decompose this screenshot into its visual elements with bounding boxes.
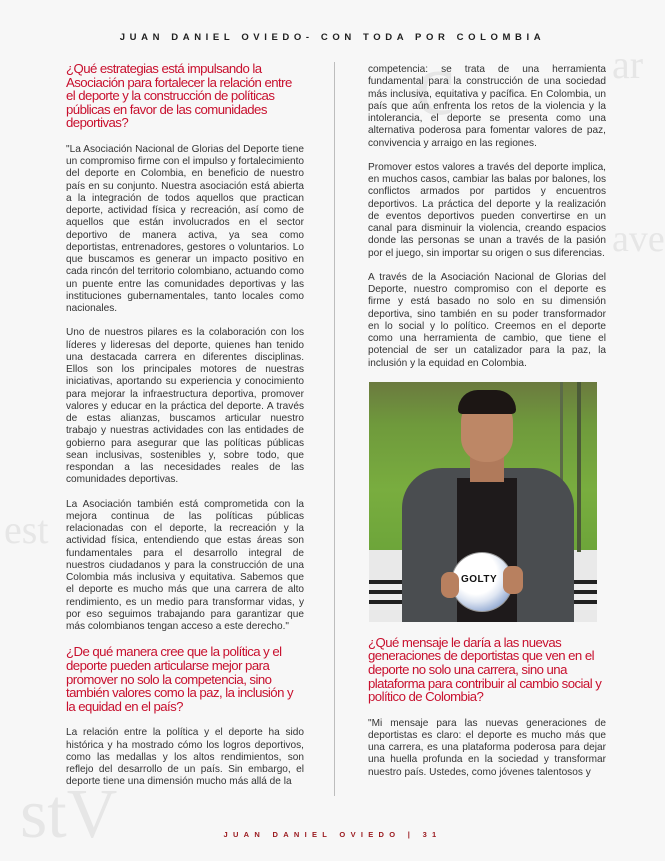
left-hand <box>441 572 459 598</box>
right-column <box>368 62 606 791</box>
answer-paragraph: Promover estos valores a través del deporte implica, en muchos casos, cambiar las balas por balones, los conflictos armados por partidos y encuentros deportivos. La práctica del deporte y la realización de eventos deportivos pueden convertirse en un canal para disminuir la violencia, creando espacios donde las personas se unan a través de la pasión por el juego, sin importar su origen o sus diferencias. <box>368 161 606 259</box>
answer-paragraph: La Asociación también está comprometida con la mejora continua de las políticas públicas relacionadas con el deporte, la recreación y la actividad física, entendiendo que estas áreas son fundamentales para el desarrollo integral de nuestros ciudadanos y para la construcción de una Colombia más inclusiva y equitativa. Sabemos que el deporte es mucho más que una carrera de alto rendimiento, es un medio para transformar vidas, y por eso seguimos trabajando para garantizar que más colombianos tengan acceso a este derecho." <box>66 498 304 633</box>
ball-brand-label: GOLTY <box>461 573 498 585</box>
running-header: JUAN DANIEL OVIEDO- CON TODA POR COLOMBIA <box>119 32 546 43</box>
right-hand <box>503 566 523 594</box>
fence-post <box>577 382 581 552</box>
background-watermark: ave <box>612 218 665 260</box>
hair <box>458 390 516 414</box>
column-divider <box>334 62 335 796</box>
question-heading: ¿Qué mensaje le daría a las nuevas generaciones de deportistas que ven en el deporte no solo una carrera, sino una plataforma para contribuir al cambio social y político de Colombia? <box>368 634 602 705</box>
portrait-photo <box>369 382 597 622</box>
question-heading: ¿Qué estrategias está impulsando la Asociación para fortalecer la relación entre el deporte y la construcción de políticas públicas en favor de las comunidades deportivas? <box>66 61 292 131</box>
background-watermark: c <box>415 35 455 134</box>
left-column <box>66 62 304 801</box>
answer-paragraph: competencia: se trata de una herramienta fundamental para la construcción de una sociedad más inclusiva, equitativa y pacífica. En Colombia, un país que aún enfrenta los retos de la violencia y la intolerancia, el deporte se presenta como una alternativa poderosa para fomentar valores de paz, convivencia y arraigo en las regiones. <box>368 64 606 149</box>
background-watermark: est <box>4 507 49 552</box>
answer-paragraph: Uno de nuestros pilares es la colaboración con los líderes y lideresas del deporte, quienes han tenido una destacada carrera en diferentes disciplinas. Ellos son los principales motores de nuestras iniciativas, aportando su experiencia y conocimiento para mejorar la infraestructura deportiva, promover valores y educar en la práctica del deporte. A través de estas alianzas, buscamos articular nuestro trabajo y nuestras actividades con las entidades de gobierno para asegurar que las políticas públicas sean inclusivas, sostenibles y, sobre todo, que respondan a las necesidades reales de las comunidades deportivas. <box>66 327 304 486</box>
question-heading: ¿De qué manera cree que la política y el deporte pueden articularse mejor para promover no solo la competencia, sino también valores como la paz, la inclusión y la equidad en el país? <box>66 644 294 714</box>
answer-paragraph: La relación entre la política y el deporte ha sido histórica y ha mostrado cómo los logros deportivos, como las medallas y los altos rendimientos, son reflejo del desarrollo de un país. Sin embargo, el deporte tiene una dimensión mucho más allá de la <box>66 727 304 788</box>
answer-paragraph: "Mi mensaje para las nuevas generaciones de deportistas es claro: el deporte es mucho más que una carrera, es una plataforma poderosa para dejar una huella profunda en la sociedad y transformar nuestro país. Ustedes, como jóvenes talentosos y <box>368 717 606 778</box>
background-watermark: stV <box>20 776 118 853</box>
page-footer: JUAN DANIEL OVIEDO | 31 <box>223 830 442 839</box>
background-watermark: ar <box>612 42 644 87</box>
answer-paragraph: A través de la Asociación Nacional de Glorias del Deporte, nuestro compromiso con el deporte es firme y está basado no solo en su dimensión deportiva, sino también en su poder transformador en lo social y lo político. Creemos en el deporte como una herramienta de cambio, que tiene el potencial de ser un catalizador para la paz, la inclusión y la equidad en Colombia. <box>368 271 606 369</box>
answer-paragraph: "La Asociación Nacional de Glorias del Deporte tiene un compromiso firme con el impulso y fortalecimiento del deporte en Colombia, en beneficio de nuestro país en su conjunto. Nuestra asociación está abierta a la integración de todos aquellos que practican deporte, actividad física y recreación, así como de aquellos que están involucrados en el sector deportivo de manera activa, ya sea como deportistas, entrenadores, gestores o voluntarios. Lo que buscamos es generar un impacto positivo en cada rincón del territorio colombiano, actuando como un puente entre las comunidades deportivas y las instituciones gubernamentales, tanto locales como nacionales. <box>66 143 304 315</box>
